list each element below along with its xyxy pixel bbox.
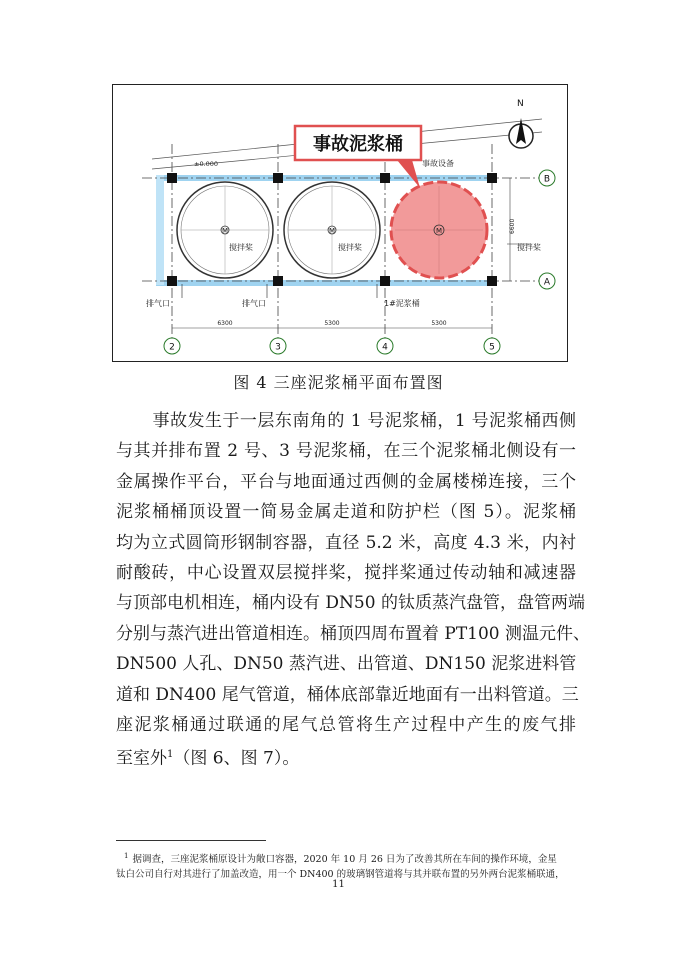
body-line: 与其并排布置 2 号、3 号泥浆桶，在三个泥浆桶北侧设有一 (116, 441, 576, 462)
body-line: 与顶部电机相连，桶内设有 DN50 的钛质蒸汽盘管，盘管两端 (116, 593, 585, 614)
north-label: N (517, 99, 524, 109)
axis-5-label: 5 (489, 342, 495, 353)
axis-a (539, 273, 555, 289)
pipe-band-west (156, 175, 164, 285)
stirrer-label-1: 搅拌桨 (517, 243, 541, 252)
axis-a-label: A (543, 277, 551, 288)
figure-caption: 图 4 三座泥浆桶平面布置图 (233, 373, 444, 392)
tank-3-center-mark: M (221, 227, 229, 235)
body-line: 座泥浆桶通过联通的尾气总管将生产过程中产生的废气排 (116, 714, 576, 735)
body-line: DN500 人孔、DN50 蒸汽进、出管道、DN150 泥浆进料管 (116, 654, 577, 675)
dim-3: 5300 (431, 320, 447, 327)
elevation-label: ±0.000 (194, 160, 219, 168)
body-line: 泥浆桶桶顶设置一简易金属走道和防护栏（图 5）。泥浆桶 (116, 502, 576, 523)
body-line: 金属操作平台，平台与地面通过西侧的金属楼梯连接，三个 (116, 471, 576, 492)
page-number: 11 (332, 879, 345, 890)
dim-1: 6300 (217, 320, 233, 327)
tank1-label: 1#泥浆桶 (384, 299, 420, 308)
body-line: 事故发生于一层东南角的 1 号泥浆桶，1 号泥浆桶西侧 (152, 411, 576, 431)
body-paragraph (116, 406, 591, 771)
body-line: 耐酸砖，中心设置双层搅拌桨，搅拌桨通过传动轴和减速器 (116, 562, 576, 583)
dim-2: 5300 (324, 320, 340, 327)
body-line-last: 至室外$^1$（图 6、图 7）。 (116, 748, 300, 769)
stirrer-label-3: 搅拌桨 (229, 243, 253, 252)
footnote-line: 钛白公司自行对其进行了加盖改造，用一个 DN400 的玻璃钢管道将与其并联布置的另外两台泥浆桶联通， (116, 869, 565, 881)
axis-b (539, 170, 555, 186)
callout-text: 事故泥浆桶 (313, 134, 403, 155)
footnote (116, 849, 576, 882)
stirrer-label-2: 搅拌桨 (338, 243, 362, 252)
device-label: 事故设备 (422, 159, 454, 168)
vertical-dimension: 6600 (509, 218, 516, 234)
vent-label-west: 排气口 (146, 299, 170, 308)
axis-2-label: 2 (169, 342, 175, 353)
axis-4-label: 4 (382, 342, 388, 353)
axis-3-label: 3 (275, 342, 281, 353)
body-line: 道和 DN400 尾气管道，桶体底部靠近地面有一出料管道。三 (116, 684, 579, 705)
tank-1-center-mark: M (435, 227, 443, 235)
tank-2-center-mark: M (328, 227, 336, 235)
footnote-divider (116, 840, 266, 841)
footnote-line: $^1$ 据调查，三座泥浆桶原设计为敞口容器，2020 年 10 月 26 日为了改善其所在车间的操作环境，金星 (124, 852, 557, 866)
vent-label-middle: 排气口 (242, 299, 266, 308)
body-line: 均为立式圆筒形钢制容器，直径 5.2 米，高度 4.3 米，内衬 (116, 532, 576, 553)
axis-b-label: B (543, 174, 551, 185)
footnote-ref[interactable]: 1 (167, 749, 174, 761)
body-line: 分别与蒸汽进出管道相连。桶顶四周布置着 PT100 测温元件、 (116, 623, 591, 644)
tank-layout-figure (112, 84, 568, 362)
